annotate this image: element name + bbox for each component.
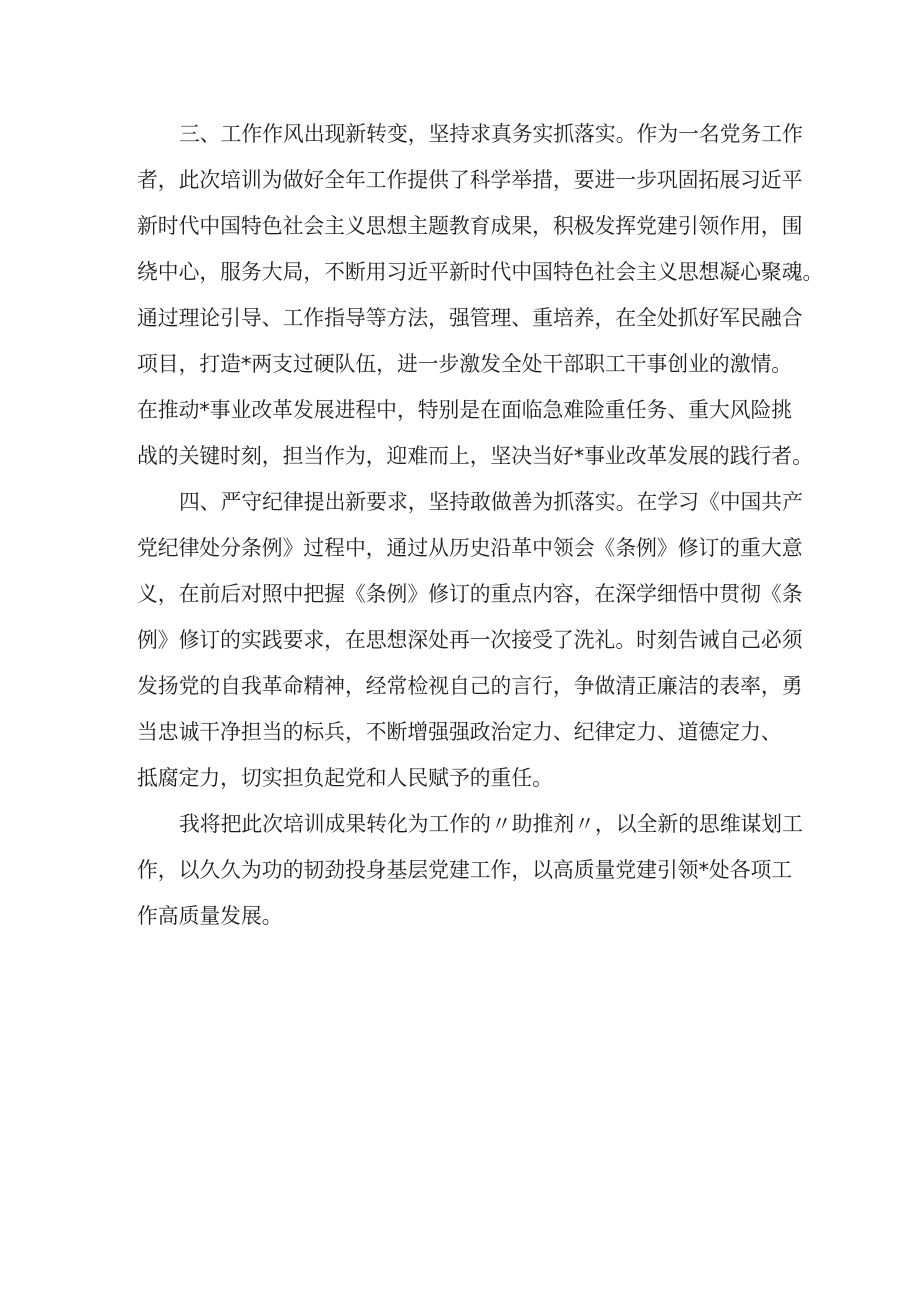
text-line: 绕中心，服务大局，不断用习近平新时代中国特色社会主义思想凝心聚魂。: [137, 260, 824, 284]
text-line: 作，以久久为功的韧劲投身基层党建工作，以高质量党建引领*处各项工: [137, 858, 793, 882]
text-line: 四、严守纪律提出新要求，坚持敢做善为抓落实。在学习《中国共产: [179, 490, 803, 514]
text-line: 例》修订的实践要求，在思想深处再一次接受了洗礼。时刻告诫自己必须: [137, 628, 803, 652]
text-line: 党纪律处分条例》过程中，通过从历史沿革中领会《条例》修订的重大意: [137, 536, 803, 560]
text-line: 我将把此次培训成果转化为工作的〃助推剂〃，以全新的思维谋划工: [179, 812, 803, 836]
text-line: 三、工作作风出现新转变，坚持求真务实抓落实。作为一名党务工作: [179, 122, 803, 146]
text-line: 者，此次培训为做好全年工作提供了科学举措，要进一步巩固拓展习近平: [137, 168, 803, 192]
text-line: 作高质量发展。: [137, 904, 283, 928]
text-line: 义，在前后对照中把握《条例》修订的重点内容，在深学细悟中贯彻《条: [137, 582, 803, 606]
text-line: 战的关键时刻，担当作为，迎难而上，坚决当好*事业改革发展的践行者。: [137, 444, 813, 468]
text-line: 抵腐定力，切实担负起党和人民赋予的重任。: [137, 766, 553, 790]
text-line: 在推动*事业改革发展进程中，特别是在面临急难险重任务、重大风险挑: [137, 398, 793, 422]
text-line: 通过理论引导、工作指导等方法，强管理、重培养，在全处抓好军民融合: [137, 306, 803, 330]
text-line: 发扬党的自我革命精神，经常检视自己的言行，争做清正廉洁的表率，勇: [137, 674, 803, 698]
text-line: 新时代中国特色社会主义思想主题教育成果，积极发挥党建引领作用，围: [137, 214, 803, 238]
text-line: 项目，打造*两支过硬队伍，进一步激发全处干部职工干事创业的激情。: [137, 352, 793, 376]
text-line: 当忠诚干净担当的标兵，不断增强强政治定力、纪律定力、道德定力、: [137, 720, 782, 744]
